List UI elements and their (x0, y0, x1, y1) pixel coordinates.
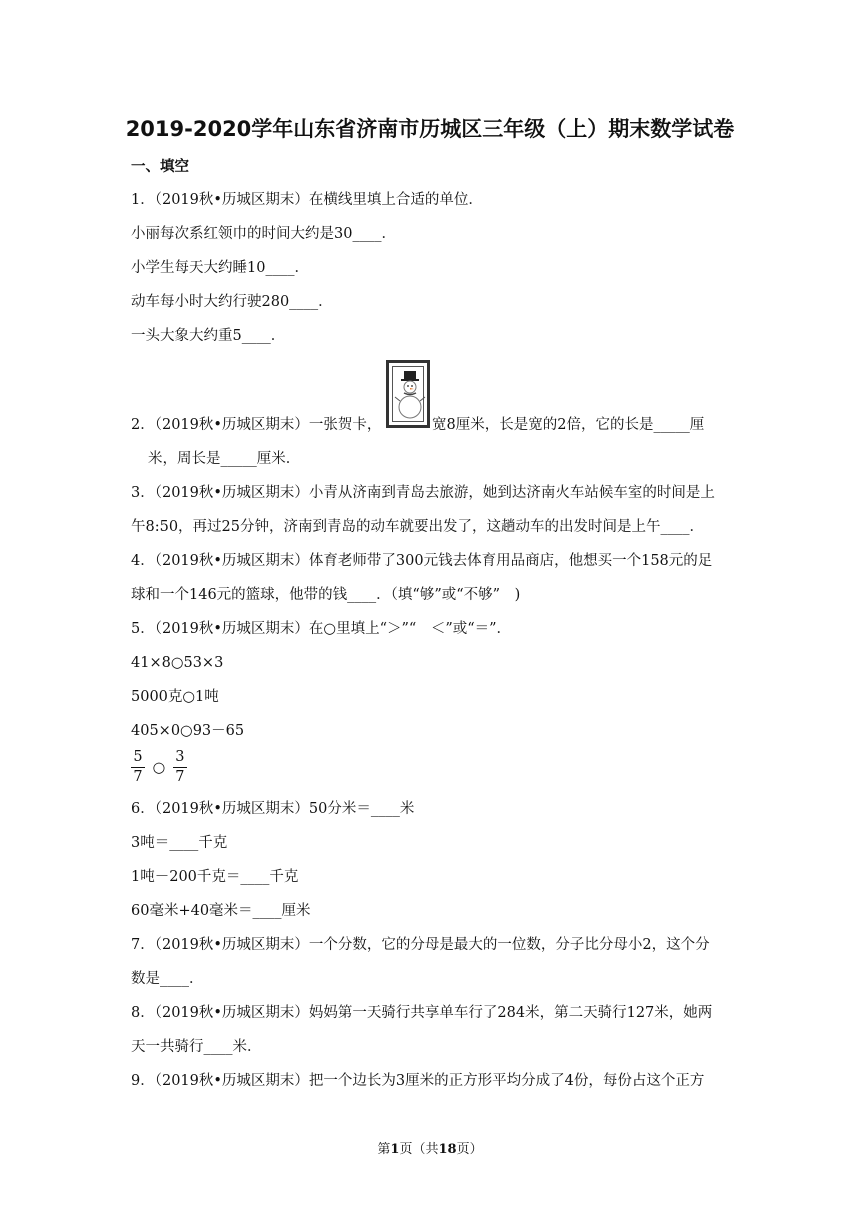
fraction-right (173, 748, 187, 787)
snowman-card-icon (386, 360, 430, 428)
footer-text: 第 (377, 1142, 391, 1157)
question-2-prefix: 2．（2019秋•历城区期末）一张贺卡， (131, 417, 382, 433)
footer-text: 页） (456, 1142, 483, 1157)
page-footer (0, 1138, 860, 1157)
question-6-item: 3吨＝____千克 (131, 835, 228, 851)
question-3-line1: 3．（2019秋•历城区期末）小青从济南到青岛去旅游，她到达济南火车站候车室的时间是上 (131, 485, 715, 501)
fraction-left (131, 748, 145, 787)
question-4-line1: 4．（2019秋•历城区期末）体育老师带了300元钱去体育用品商店，他想买一个158元的足 (131, 553, 713, 569)
question-7-line1: 7．（2019秋•历城区期末）一个分数，它的分母是最大的一位数，分子比分母小2，这个分 (131, 937, 710, 953)
question-1: 1．（2019秋•历城区期末）在横线里填上合适的单位． (131, 192, 483, 208)
fraction-numerator: 5 (131, 748, 145, 768)
question-1-item: 小学生每天大约睡10____． (131, 260, 309, 276)
fraction-denominator: 7 (133, 769, 143, 785)
footer-text: 页（共 (399, 1142, 439, 1157)
question-3-line2: 午8:50，再过25分钟，济南到青岛的动车就要出发了，这趟动车的出发时间是上午____． (131, 519, 705, 535)
question-5-item: 405×0○93－65 (131, 723, 245, 739)
question-6-item: 60毫米+40毫米＝____厘米 (131, 903, 311, 919)
question-1-item: 动车每小时大约行驶280____． (131, 294, 333, 310)
footer-page-number: 1 (390, 1142, 400, 1157)
page-title: 2019-2020学年山东省济南市历城区三年级（上）期末数学试卷 (125, 117, 735, 141)
question-5-item: 41×8○53×3 (131, 655, 224, 671)
fraction-numerator: 3 (173, 748, 187, 768)
question-1-item: 小丽每次系红领巾的时间大约是30____． (131, 226, 396, 242)
question-4-line2: 球和一个146元的篮球，他带的钱____．（填“够”或“不够” ) (131, 587, 521, 603)
question-2-line2: 米，周长是_____厘米． (148, 451, 301, 467)
footer-total-pages: 18 (438, 1142, 457, 1157)
question-5-line1: 5．（2019秋•历城区期末）在○里填上“＞”“ ＜”或“＝”． (131, 621, 512, 637)
question-7-line2: 数是____． (131, 971, 204, 987)
fraction-comparison (131, 748, 187, 787)
question-2-suffix: 宽8厘米，长是宽的2倍，它的长是_____厘 (432, 417, 705, 433)
question-8-line1: 8．（2019秋•历城区期末）妈妈第一天骑行共享单车行了284米，第二天骑行127米，她两 (131, 1005, 713, 1021)
question-5-item: 5000克○1吨 (131, 689, 219, 705)
section-heading: 一、填空 (131, 159, 189, 175)
question-8-line2: 天一共骑行____米． (131, 1039, 262, 1055)
comparison-circle: ○ (152, 759, 166, 776)
question-6-line1: 6．（2019秋•历城区期末）50分米＝____米 (131, 801, 415, 817)
question-1-item: 一头大象大约重5____． (131, 328, 286, 344)
question-9-line1: 9．（2019秋•历城区期末）把一个边长为3厘米的正方形平均分成了4份，每份占这个正方 (131, 1073, 705, 1089)
question-6-item: 1吨－200千克＝____千克 (131, 869, 299, 885)
fraction-denominator: 7 (175, 769, 185, 785)
